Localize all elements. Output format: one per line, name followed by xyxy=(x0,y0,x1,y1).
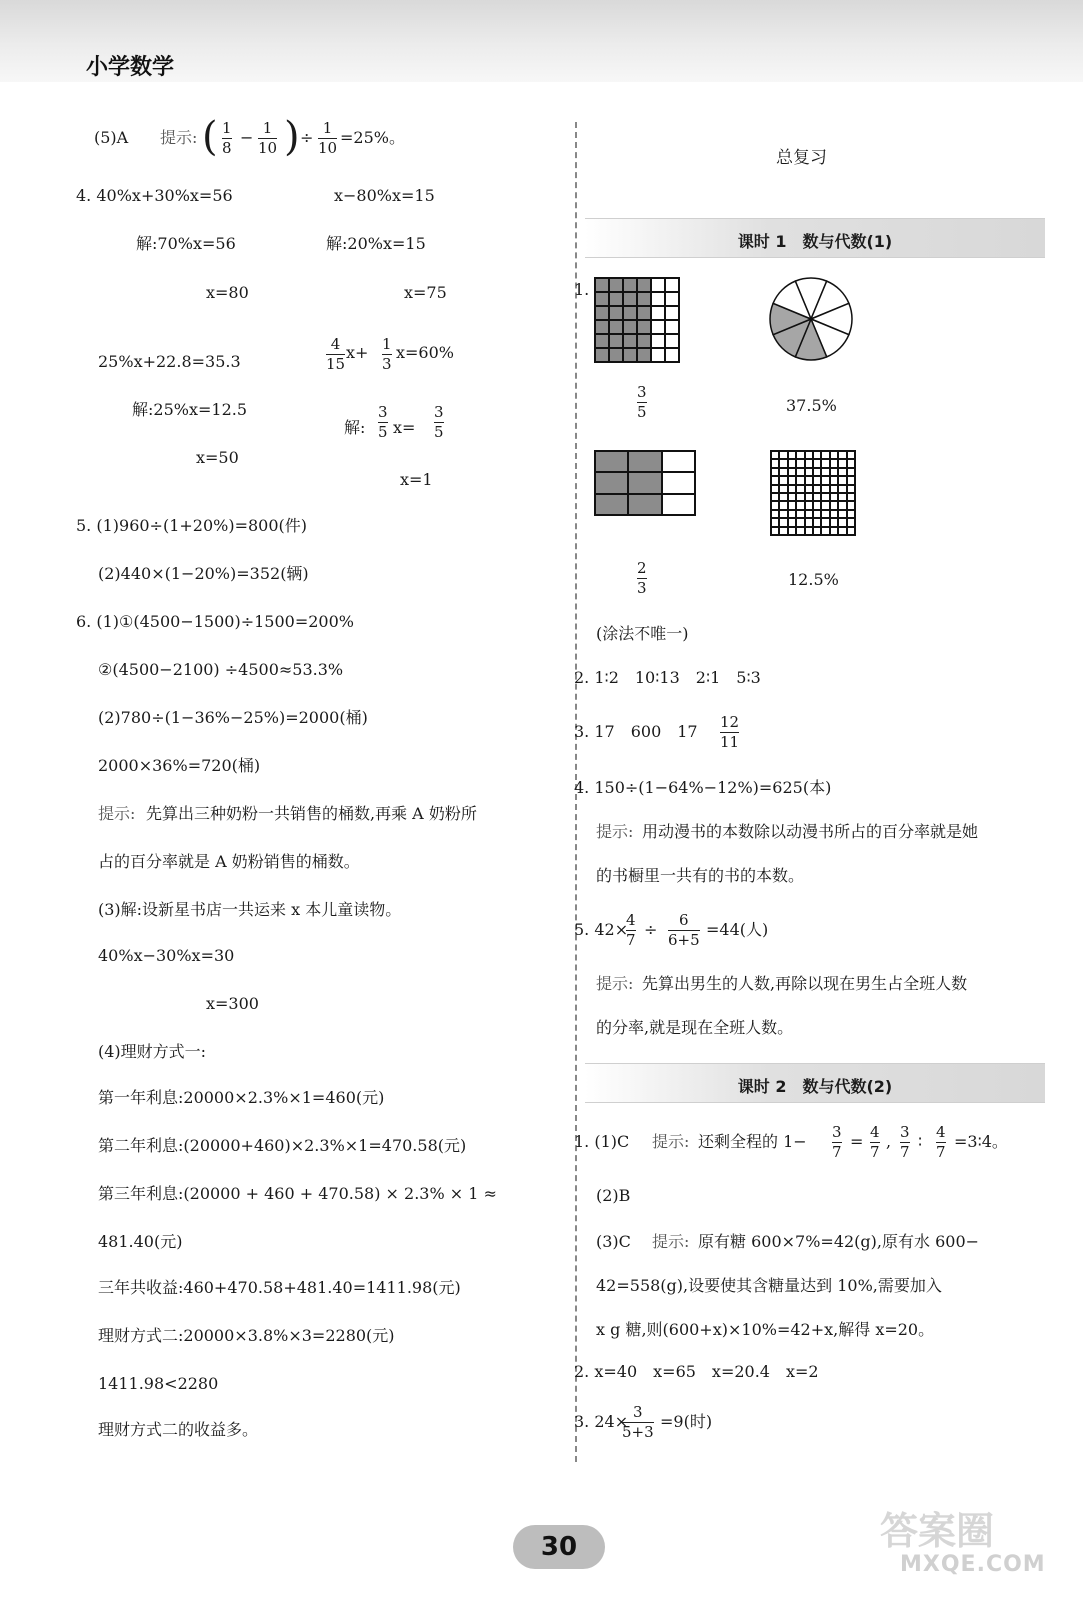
grid-cell xyxy=(830,493,838,501)
grid-cell xyxy=(788,527,796,535)
grid-cell xyxy=(779,451,787,459)
grid-cell xyxy=(609,306,623,320)
fraction: 2 3 xyxy=(637,559,647,597)
lesson-header: 课时 2 数与代数(2) xyxy=(585,1063,1045,1103)
watermark-logo: 答案圈 xyxy=(880,1509,995,1553)
grid-cell xyxy=(813,527,821,535)
grid-cell xyxy=(609,292,623,306)
grid-cell xyxy=(821,451,829,459)
answer-r6: 2. x=40 x=65 x=20.4 x=2 xyxy=(574,1362,819,1381)
fraction: 3 5 xyxy=(378,403,388,441)
grid-cell xyxy=(796,485,804,493)
book-title: 小学数学 xyxy=(86,55,175,80)
solution-step: 解:70%x=56 xyxy=(136,234,236,253)
hint-text: x g 糖,则(600+x)×10%=42+x,解得 x=20。 xyxy=(596,1320,935,1339)
grid-cell xyxy=(628,451,661,472)
calc-line: 第一年利息:20000×2.3%×1=460(元) xyxy=(98,1088,385,1107)
figure-label: 37.5% xyxy=(786,396,837,415)
grid-cell xyxy=(779,527,787,535)
answer-r7: 3. 24× xyxy=(574,1412,629,1431)
grid-cell xyxy=(847,518,855,526)
question-number: 1. xyxy=(574,280,590,299)
answer-5: 5. 42× xyxy=(574,920,629,939)
equation: 40%x−30%x=30 xyxy=(98,946,235,965)
grid-cell xyxy=(788,459,796,467)
fraction: 1 8 xyxy=(222,119,232,157)
grid-cell xyxy=(771,510,779,518)
answer-3: 3. 17 600 17 xyxy=(574,722,698,741)
hint-label: 提示: xyxy=(98,804,136,823)
fraction: 3 7 xyxy=(832,1123,842,1161)
grid-cell xyxy=(771,468,779,476)
grid-cell xyxy=(813,476,821,484)
hint-text: 原有糖 600×7%=42(g),原有水 600− xyxy=(698,1232,980,1251)
operator: , xyxy=(886,1132,892,1151)
grid-cell xyxy=(805,527,813,535)
hint-text: 先算出男生的人数,再除以现在男生占全班人数 xyxy=(642,974,968,993)
grid-cell xyxy=(796,527,804,535)
grid-cell xyxy=(847,451,855,459)
grid-cell xyxy=(805,510,813,518)
calc-line: 三年共收益:460+470.58+481.40=1411.98(元) xyxy=(98,1278,461,1297)
answer-6-4: (4)理财方式一: xyxy=(98,1042,207,1061)
grid-cell xyxy=(838,527,846,535)
grid-cell xyxy=(847,459,855,467)
grid-cell xyxy=(771,501,779,509)
grid-cell xyxy=(609,278,623,292)
grid-cell xyxy=(623,292,637,306)
grid-cell xyxy=(830,451,838,459)
grid-cell xyxy=(662,472,695,493)
grid-cell xyxy=(595,348,609,362)
solution-step: 解:25%x=12.5 xyxy=(132,400,248,419)
calc-line: 1411.98<2280 xyxy=(98,1374,219,1393)
fraction: 4 15 xyxy=(326,335,346,373)
fraction: 12 11 xyxy=(720,713,740,751)
grid-cell xyxy=(830,510,838,518)
grid-cell xyxy=(788,518,796,526)
grid-cell xyxy=(813,451,821,459)
hint-label: 提示: xyxy=(652,1232,690,1251)
grid-cell xyxy=(813,493,821,501)
section-title: 总复习 xyxy=(776,148,827,168)
answer-4a: 4. 40%x+30%x=56 xyxy=(76,186,233,205)
grid-cell xyxy=(623,278,637,292)
grid-cell xyxy=(779,476,787,484)
hint-label: 提示: xyxy=(596,822,634,841)
solution-result: x=300 xyxy=(206,994,259,1013)
equation-part: x= xyxy=(393,418,416,437)
grid-cell xyxy=(779,518,787,526)
grid-cell xyxy=(830,501,838,509)
grid-cell xyxy=(821,459,829,467)
grid-cell xyxy=(771,493,779,501)
fraction: 1 3 xyxy=(382,335,392,373)
calc-line: 第三年利息:(20000 + 460 + 470.58) × 2.3% × 1 ≈ xyxy=(98,1184,497,1203)
lesson-header: 课时 1 数与代数(1) xyxy=(585,218,1045,258)
grid-cell xyxy=(847,485,855,493)
fraction: 1 10 xyxy=(318,119,338,157)
paren-close: ) xyxy=(284,114,300,160)
grid-cell xyxy=(813,501,821,509)
grid-cell xyxy=(847,476,855,484)
grid-cell xyxy=(796,518,804,526)
grid-cell xyxy=(779,459,787,467)
equation-result: =25%。 xyxy=(340,128,405,147)
grid-cell xyxy=(821,468,829,476)
operator: ∶ xyxy=(918,1132,923,1151)
grid-cell xyxy=(628,494,661,515)
fraction: 4 7 xyxy=(936,1123,946,1161)
grid-cell xyxy=(595,451,628,472)
grid-cell xyxy=(788,476,796,484)
grid-cell xyxy=(821,476,829,484)
grid-cell xyxy=(637,292,651,306)
grid-cell xyxy=(838,501,846,509)
grid-cell xyxy=(847,501,855,509)
grid-cell xyxy=(609,320,623,334)
calc-line: 481.40(元) xyxy=(98,1232,183,1251)
grid-cell xyxy=(805,485,813,493)
grid-cell xyxy=(796,468,804,476)
grid-cell xyxy=(847,510,855,518)
grid-cell xyxy=(838,468,846,476)
grid-cell xyxy=(838,476,846,484)
grid-cell xyxy=(595,472,628,493)
grid-cell xyxy=(805,501,813,509)
solution-step: 解:20%x=15 xyxy=(326,234,426,253)
grid-cell xyxy=(813,468,821,476)
solution-step: 解: xyxy=(344,418,366,437)
note: (涂法不唯一) xyxy=(596,624,689,643)
grid-cell xyxy=(665,320,679,334)
grid-cell xyxy=(847,468,855,476)
operator: ÷ xyxy=(644,920,658,939)
answer-6-1b: ②(4500−2100) ÷4500≈53.3% xyxy=(98,660,344,679)
grid-cell xyxy=(595,494,628,515)
grid-cell xyxy=(796,476,804,484)
hint-text: 的分率,就是现在全班人数。 xyxy=(596,1018,794,1037)
paren-open: ( xyxy=(202,114,218,160)
grid-cell xyxy=(821,510,829,518)
grid-figure-3 xyxy=(594,450,696,516)
grid-cell xyxy=(805,468,813,476)
grid-cell xyxy=(623,334,637,348)
fraction: 1 10 xyxy=(258,119,278,157)
grid-cell xyxy=(637,306,651,320)
equation-result: =9(时) xyxy=(660,1412,713,1431)
grid-cell xyxy=(805,451,813,459)
grid-figure-1 xyxy=(594,277,680,363)
grid-cell xyxy=(805,493,813,501)
grid-figure-4 xyxy=(770,450,856,536)
fraction: 6 6+5 xyxy=(668,911,700,949)
page-number-badge: 30 xyxy=(513,1525,605,1569)
answer-4c: 25%x+22.8=35.3 xyxy=(98,352,241,371)
grid-cell xyxy=(779,485,787,493)
grid-cell xyxy=(651,334,665,348)
fraction: 4 7 xyxy=(870,1123,880,1161)
fraction: 3 5 xyxy=(637,383,647,421)
grid-cell xyxy=(651,320,665,334)
grid-cell xyxy=(838,518,846,526)
grid-cell xyxy=(821,527,829,535)
grid-cell xyxy=(805,476,813,484)
grid-cell xyxy=(796,459,804,467)
grid-cell xyxy=(813,485,821,493)
grid-cell xyxy=(796,451,804,459)
answer-6-2: (2)780÷(1−36%−25%)=2000(桶) xyxy=(98,708,368,727)
grid-cell xyxy=(651,348,665,362)
grid-cell xyxy=(838,451,846,459)
hint-label: 提示: xyxy=(160,128,198,147)
grid-cell xyxy=(838,485,846,493)
grid-cell xyxy=(788,501,796,509)
equation-part: x+ xyxy=(346,343,369,362)
answer-r3: (3)C xyxy=(596,1232,631,1251)
page-header xyxy=(0,0,1083,82)
answer-4b: x−80%x=15 xyxy=(334,186,435,205)
grid-cell xyxy=(665,292,679,306)
grid-cell xyxy=(847,527,855,535)
solution-result: x=50 xyxy=(196,448,239,467)
operator: ÷ xyxy=(300,128,314,147)
grid-cell xyxy=(665,348,679,362)
calc-line: 理财方式二:20000×3.8%×3=2280(元) xyxy=(98,1326,395,1345)
grid-cell xyxy=(796,501,804,509)
answer-6-3: (3)解:设新星书店一共运来 x 本儿童读物。 xyxy=(98,900,402,919)
grid-cell xyxy=(628,472,661,493)
grid-cell xyxy=(771,518,779,526)
grid-cell xyxy=(665,278,679,292)
grid-cell xyxy=(771,476,779,484)
grid-cell xyxy=(595,292,609,306)
grid-cell xyxy=(779,493,787,501)
grid-cell xyxy=(838,510,846,518)
figure-label: 12.5% xyxy=(788,570,839,589)
answer-2: 2. 1∶2 10∶13 2∶1 5∶3 xyxy=(574,668,761,687)
grid-cell xyxy=(788,510,796,518)
grid-cell xyxy=(771,485,779,493)
operator: = xyxy=(850,1132,864,1151)
hint-text: 占的百分率就是 A 奶粉销售的桶数。 xyxy=(98,852,360,871)
solution-result: x=80 xyxy=(206,283,249,302)
grid-cell xyxy=(821,493,829,501)
hint-label: 提示: xyxy=(652,1132,690,1151)
grid-cell xyxy=(637,348,651,362)
grid-cell xyxy=(595,306,609,320)
conclusion: 理财方式二的收益多。 xyxy=(98,1420,259,1439)
fraction: 4 7 xyxy=(626,911,636,949)
grid-cell xyxy=(788,493,796,501)
hint-text: 用动漫书的本数除以动漫书所占的百分率就是她 xyxy=(642,822,979,841)
watermark-url: MXQE.COM xyxy=(900,1552,1046,1577)
hint-text: 的书橱里一共有的书的本数。 xyxy=(596,866,805,885)
grid-cell xyxy=(830,485,838,493)
grid-cell xyxy=(830,518,838,526)
pie-figure xyxy=(768,276,854,362)
grid-cell xyxy=(838,493,846,501)
grid-cell xyxy=(623,320,637,334)
grid-cell xyxy=(847,493,855,501)
grid-cell xyxy=(821,501,829,509)
grid-cell xyxy=(796,510,804,518)
grid-cell xyxy=(651,278,665,292)
grid-cell xyxy=(830,476,838,484)
grid-cell xyxy=(637,278,651,292)
answer-6-2b: 2000×36%=720(桶) xyxy=(98,756,261,775)
answer-r2: (2)B xyxy=(596,1186,631,1205)
grid-cell xyxy=(609,334,623,348)
answer-r1: 1. (1)C xyxy=(574,1132,630,1151)
grid-cell xyxy=(771,451,779,459)
grid-cell xyxy=(788,468,796,476)
grid-cell xyxy=(796,493,804,501)
grid-cell xyxy=(821,518,829,526)
equation-result: =3∶4。 xyxy=(954,1132,1008,1151)
grid-cell xyxy=(662,451,695,472)
grid-cell xyxy=(665,334,679,348)
grid-cell xyxy=(838,459,846,467)
grid-cell xyxy=(771,459,779,467)
grid-cell xyxy=(665,306,679,320)
grid-cell xyxy=(779,501,787,509)
grid-cell xyxy=(788,485,796,493)
grid-cell xyxy=(779,468,787,476)
hint-text: 还剩全程的 1− xyxy=(698,1132,807,1151)
answer-5-2: (2)440×(1−20%)=352(辆) xyxy=(98,564,309,583)
grid-cell xyxy=(595,334,609,348)
grid-cell xyxy=(805,459,813,467)
grid-cell xyxy=(771,527,779,535)
fraction: 3 5+3 xyxy=(622,1403,654,1441)
grid-cell xyxy=(813,459,821,467)
grid-cell xyxy=(651,292,665,306)
grid-cell xyxy=(830,468,838,476)
answer-5-5: (5)A xyxy=(94,128,129,147)
hint-text: 42=558(g),设要使其含糖量达到 10%,需要加入 xyxy=(596,1276,942,1295)
solution-result: x=75 xyxy=(404,283,447,302)
calc-line: 第二年利息:(20000+460)×2.3%×1=470.58(元) xyxy=(98,1136,467,1155)
operator: − xyxy=(240,128,254,147)
grid-cell xyxy=(788,451,796,459)
grid-cell xyxy=(595,278,609,292)
hint-label: 提示: xyxy=(596,974,634,993)
equation-part: x=60% xyxy=(396,343,454,362)
answer-4: 4. 150÷(1−64%−12%)=625(本) xyxy=(574,778,832,797)
grid-cell xyxy=(595,320,609,334)
grid-cell xyxy=(623,348,637,362)
fraction: 3 7 xyxy=(900,1123,910,1161)
grid-cell xyxy=(651,306,665,320)
solution-result: x=1 xyxy=(400,470,433,489)
grid-cell xyxy=(637,334,651,348)
equation-result: =44(人) xyxy=(706,920,769,939)
grid-cell xyxy=(830,527,838,535)
fraction: 3 5 xyxy=(434,403,444,441)
grid-cell xyxy=(813,510,821,518)
grid-cell xyxy=(637,320,651,334)
grid-cell xyxy=(779,510,787,518)
grid-cell xyxy=(609,348,623,362)
hint-text: 先算出三种奶粉一共销售的桶数,再乘 A 奶粉所 xyxy=(146,804,477,823)
grid-cell xyxy=(805,518,813,526)
grid-cell xyxy=(813,518,821,526)
grid-cell xyxy=(821,485,829,493)
grid-cell xyxy=(830,459,838,467)
grid-cell xyxy=(662,494,695,515)
answer-5-1: 5. (1)960÷(1+20%)=800(件) xyxy=(76,516,308,535)
answer-6-1: 6. (1)①(4500−1500)÷1500=200% xyxy=(76,612,354,631)
grid-cell xyxy=(623,306,637,320)
